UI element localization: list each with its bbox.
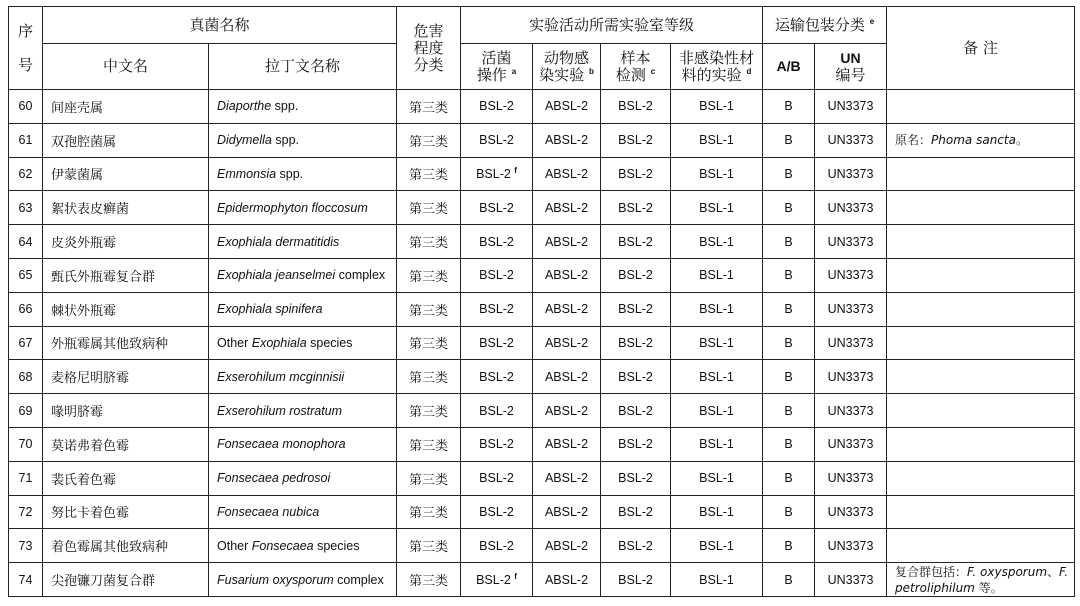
live-op-level xyxy=(461,394,533,428)
row-number: 67 xyxy=(9,326,43,360)
hazard-class: 第三类 xyxy=(397,360,461,394)
footnote-marker: f xyxy=(514,165,517,175)
footnote-marker: f xyxy=(514,571,517,581)
chinese-name: 着色霉属其他致病种 xyxy=(43,529,209,563)
remark-part: 等。 xyxy=(974,580,1003,595)
latin-name-part: Exophiala jeanselmei xyxy=(217,268,336,283)
sample-level: BSL-2 xyxy=(601,427,671,461)
chinese-name: 絮状表皮癣菌 xyxy=(43,191,209,225)
remark-part: Phoma sancta xyxy=(931,133,1016,148)
latin-name-part: Fusarium oxysporum xyxy=(217,572,334,587)
un-number: UN3373 xyxy=(815,427,887,461)
un-number: UN3373 xyxy=(815,191,887,225)
table-body xyxy=(9,90,1075,597)
ab-class: B xyxy=(763,258,815,292)
remark-part: 、 xyxy=(1047,564,1060,579)
live-op-value: BSL-2 xyxy=(476,572,511,587)
table-row xyxy=(9,157,1075,191)
latin-name-part: spp. xyxy=(271,133,299,148)
latin-name-part: complex xyxy=(333,572,384,587)
chinese-name: 喙明脐霉 xyxy=(43,394,209,428)
latin-name xyxy=(209,529,397,563)
live-op-level xyxy=(461,461,533,495)
latin-name xyxy=(209,191,397,225)
noninfect-level: BSL-1 xyxy=(671,292,763,326)
latin-name-part: Emmonsia xyxy=(217,166,277,181)
table-row xyxy=(9,427,1075,461)
remark-part: F. oxysporum xyxy=(967,564,1048,579)
remark-part: F. petroliphilum xyxy=(895,564,1069,595)
hazard-class: 第三类 xyxy=(397,495,461,529)
noninfect-level: BSL-1 xyxy=(671,427,763,461)
un-number: UN3373 xyxy=(815,461,887,495)
un-number: UN3373 xyxy=(815,360,887,394)
live-op-header: 活菌 操作 $^a$ xyxy=(461,44,533,90)
table-row xyxy=(9,225,1075,259)
hazard-class: 第三类 xyxy=(397,563,461,597)
latin-name-part: Didymella xyxy=(217,133,272,148)
row-number: 64 xyxy=(9,225,43,259)
row-number: 68 xyxy=(9,360,43,394)
latin-name-part: species xyxy=(306,335,353,350)
animal-level: ABSL-2 xyxy=(533,326,601,360)
live-op-level xyxy=(461,360,533,394)
remark xyxy=(887,529,1075,563)
latin-name xyxy=(209,461,397,495)
un-number: UN3373 xyxy=(815,157,887,191)
live-op-value: BSL-2 xyxy=(479,133,514,148)
chinese-name-header: 中文名 xyxy=(43,44,209,90)
remark xyxy=(887,90,1075,124)
live-op-level xyxy=(461,157,533,191)
sample-level: BSL-2 xyxy=(601,394,671,428)
sample-level: BSL-2 xyxy=(601,529,671,563)
live-op-level xyxy=(461,563,533,597)
remark xyxy=(887,292,1075,326)
latin-name-part: complex xyxy=(335,268,386,283)
noninfect-level: BSL-1 xyxy=(671,529,763,563)
noninfect-level: BSL-1 xyxy=(671,360,763,394)
un-header: UN 编号 xyxy=(815,44,887,90)
latin-name-part: Other xyxy=(217,335,252,350)
ab-class: B xyxy=(763,495,815,529)
latin-name-part: Epidermophyton floccosum xyxy=(217,200,368,215)
chinese-name: 伊蒙菌属 xyxy=(43,157,209,191)
un-number: UN3373 xyxy=(815,394,887,428)
noninfect-header: 非感染性材 料的实验 $^d$ xyxy=(671,44,763,90)
ab-class: B xyxy=(763,563,815,597)
table-row xyxy=(9,191,1075,225)
chinese-name: 外瓶霉属其他致病种 xyxy=(43,326,209,360)
hazard-header: 危害 程度 分类 xyxy=(397,7,461,90)
seq-header: 序 号 xyxy=(9,7,43,90)
sample-level: BSL-2 xyxy=(601,563,671,597)
live-op-level xyxy=(461,427,533,461)
un-number: UN3373 xyxy=(815,563,887,597)
animal-level: ABSL-2 xyxy=(533,258,601,292)
sample-level: BSL-2 xyxy=(601,360,671,394)
remark xyxy=(887,191,1075,225)
animal-level: ABSL-2 xyxy=(533,123,601,157)
ab-class: B xyxy=(763,360,815,394)
latin-name xyxy=(209,225,397,259)
live-op-value: BSL-2 xyxy=(479,369,514,384)
latin-name xyxy=(209,90,397,124)
latin-name-part: Exophiala dermatitidis xyxy=(217,234,340,249)
latin-name xyxy=(209,427,397,461)
hazard-class: 第三类 xyxy=(397,258,461,292)
table-row xyxy=(9,292,1075,326)
live-op-value: BSL-2 xyxy=(479,234,514,249)
live-op-value: BSL-2 xyxy=(476,166,511,181)
hazard-class: 第三类 xyxy=(397,90,461,124)
remark xyxy=(887,225,1075,259)
hazard-class: 第三类 xyxy=(397,225,461,259)
remark xyxy=(887,258,1075,292)
live-op-level xyxy=(461,292,533,326)
un-number: UN3373 xyxy=(815,258,887,292)
live-op-value: BSL-2 xyxy=(479,302,514,317)
remark xyxy=(887,563,1075,597)
live-op-value: BSL-2 xyxy=(479,471,514,486)
table-row xyxy=(9,563,1075,597)
remark xyxy=(887,360,1075,394)
ab-class: B xyxy=(763,529,815,563)
latin-name-part: Exserohilum mcginnisii xyxy=(217,369,345,384)
chinese-name: 莫诺弗着色霉 xyxy=(43,427,209,461)
table-row xyxy=(9,326,1075,360)
latin-name xyxy=(209,123,397,157)
lab-level-header: 实验活动所需实验室等级 xyxy=(461,7,763,44)
table-row xyxy=(9,529,1075,563)
un-number: UN3373 xyxy=(815,495,887,529)
latin-name-part: Exophiala xyxy=(251,335,307,350)
sample-level: BSL-2 xyxy=(601,461,671,495)
table-row xyxy=(9,123,1075,157)
un-number: UN3373 xyxy=(815,326,887,360)
table-row xyxy=(9,90,1075,124)
live-op-level xyxy=(461,191,533,225)
remark xyxy=(887,157,1075,191)
chinese-name: 尖孢镰刀菌复合群 xyxy=(43,563,209,597)
fungus-name-header: 真菌名称 xyxy=(43,7,397,44)
hazard-class: 第三类 xyxy=(397,157,461,191)
row-number: 66 xyxy=(9,292,43,326)
live-op-level xyxy=(461,326,533,360)
latin-name xyxy=(209,326,397,360)
row-number: 60 xyxy=(9,90,43,124)
noninfect-level: BSL-1 xyxy=(671,394,763,428)
latin-name xyxy=(209,292,397,326)
hazard-class: 第三类 xyxy=(397,326,461,360)
noninfect-level: BSL-1 xyxy=(671,258,763,292)
table-row xyxy=(9,394,1075,428)
remark xyxy=(887,495,1075,529)
sample-level: BSL-2 xyxy=(601,326,671,360)
noninfect-level: BSL-1 xyxy=(671,225,763,259)
noninfect-level: BSL-1 xyxy=(671,90,763,124)
remark-part: 。 xyxy=(1015,133,1028,148)
chinese-name: 麦格尼明脐霉 xyxy=(43,360,209,394)
hazard-class: 第三类 xyxy=(397,191,461,225)
row-number: 63 xyxy=(9,191,43,225)
row-number: 70 xyxy=(9,427,43,461)
sample-header: 样本 检测 $^c$ xyxy=(601,44,671,90)
latin-name-part: species xyxy=(313,538,360,553)
latin-name xyxy=(209,360,397,394)
ab-class: B xyxy=(763,123,815,157)
latin-name-part: Other xyxy=(217,538,252,553)
animal-level: ABSL-2 xyxy=(533,225,601,259)
ab-class: B xyxy=(763,90,815,124)
hazard-class: 第三类 xyxy=(397,292,461,326)
remark xyxy=(887,326,1075,360)
latin-name-part: Fonsecaea monophora xyxy=(217,437,346,452)
hazard-class: 第三类 xyxy=(397,427,461,461)
latin-name-part: Diaporthe xyxy=(217,99,272,114)
row-number: 71 xyxy=(9,461,43,495)
latin-name-part: spp. xyxy=(271,99,299,114)
row-number: 74 xyxy=(9,563,43,597)
latin-name-part: Fonsecaea xyxy=(251,538,314,553)
un-number: UN3373 xyxy=(815,292,887,326)
hazard-class: 第三类 xyxy=(397,529,461,563)
animal-level: ABSL-2 xyxy=(533,292,601,326)
animal-level: ABSL-2 xyxy=(533,427,601,461)
latin-name xyxy=(209,563,397,597)
chinese-name: 裴氏着色霉 xyxy=(43,461,209,495)
row-number: 62 xyxy=(9,157,43,191)
sample-level: BSL-2 xyxy=(601,292,671,326)
remark-part: 原名： xyxy=(895,133,932,148)
latin-name-header: 拉丁文名称 xyxy=(209,44,397,90)
noninfect-level: BSL-1 xyxy=(671,157,763,191)
row-number: 69 xyxy=(9,394,43,428)
chinese-name: 努比卡着色霉 xyxy=(43,495,209,529)
chinese-name: 皮炎外瓶霉 xyxy=(43,225,209,259)
live-op-level xyxy=(461,123,533,157)
live-op-level xyxy=(461,225,533,259)
noninfect-level: BSL-1 xyxy=(671,326,763,360)
live-op-value: BSL-2 xyxy=(479,99,514,114)
hazard-class: 第三类 xyxy=(397,394,461,428)
row-number: 73 xyxy=(9,529,43,563)
live-op-level xyxy=(461,90,533,124)
animal-level: ABSL-2 xyxy=(533,157,601,191)
live-op-value: BSL-2 xyxy=(479,403,514,418)
animal-level: ABSL-2 xyxy=(533,461,601,495)
ab-header: A/B xyxy=(763,44,815,90)
noninfect-level: BSL-1 xyxy=(671,495,763,529)
table-row xyxy=(9,258,1075,292)
chinese-name: 间座壳属 xyxy=(43,90,209,124)
chinese-name: 双孢腔菌属 xyxy=(43,123,209,157)
remark-part: 复合群包括： xyxy=(895,564,968,579)
ab-class: B xyxy=(763,225,815,259)
animal-level: ABSL-2 xyxy=(533,360,601,394)
live-op-value: BSL-2 xyxy=(479,200,514,215)
un-number: UN3373 xyxy=(815,529,887,563)
live-op-value: BSL-2 xyxy=(479,538,514,553)
chinese-name: 甄氏外瓶霉复合群 xyxy=(43,258,209,292)
ab-class: B xyxy=(763,191,815,225)
sample-level: BSL-2 xyxy=(601,191,671,225)
animal-level: ABSL-2 xyxy=(533,394,601,428)
row-number: 61 xyxy=(9,123,43,157)
hazard-class: 第三类 xyxy=(397,461,461,495)
latin-name xyxy=(209,394,397,428)
live-op-value: BSL-2 xyxy=(479,504,514,519)
ab-class: B xyxy=(763,461,815,495)
latin-name xyxy=(209,258,397,292)
un-number: UN3373 xyxy=(815,123,887,157)
sample-level: BSL-2 xyxy=(601,123,671,157)
noninfect-level: BSL-1 xyxy=(671,563,763,597)
remark-header: 备 注 xyxy=(887,7,1075,90)
table-row xyxy=(9,461,1075,495)
ab-class: B xyxy=(763,394,815,428)
sample-level: BSL-2 xyxy=(601,258,671,292)
live-op-value: BSL-2 xyxy=(479,268,514,283)
animal-level: ABSL-2 xyxy=(533,191,601,225)
latin-name-part: Exserohilum rostratum xyxy=(217,403,343,418)
row-number: 65 xyxy=(9,258,43,292)
latin-name-part: Exophiala spinifera xyxy=(217,302,323,317)
un-number: UN3373 xyxy=(815,90,887,124)
live-op-value: BSL-2 xyxy=(479,335,514,350)
latin-name xyxy=(209,157,397,191)
row-number: 72 xyxy=(9,495,43,529)
remark xyxy=(887,427,1075,461)
animal-level: ABSL-2 xyxy=(533,529,601,563)
table-header xyxy=(9,7,1075,90)
latin-name xyxy=(209,495,397,529)
latin-name-part: spp. xyxy=(276,166,304,181)
animal-level: ABSL-2 xyxy=(533,495,601,529)
transport-header: 运输包装分类 $^e$ xyxy=(763,7,887,44)
live-op-value: BSL-2 xyxy=(479,437,514,452)
table-row xyxy=(9,360,1075,394)
remark xyxy=(887,123,1075,157)
noninfect-level: BSL-1 xyxy=(671,461,763,495)
sample-level: BSL-2 xyxy=(601,495,671,529)
live-op-level xyxy=(461,495,533,529)
noninfect-level: BSL-1 xyxy=(671,123,763,157)
hazard-class: 第三类 xyxy=(397,123,461,157)
sample-level: BSL-2 xyxy=(601,157,671,191)
ab-class: B xyxy=(763,157,815,191)
fungi-table xyxy=(8,6,1075,597)
live-op-level xyxy=(461,529,533,563)
table-row xyxy=(9,495,1075,529)
animal-level: ABSL-2 xyxy=(533,563,601,597)
animal-level: ABSL-2 xyxy=(533,90,601,124)
remark xyxy=(887,394,1075,428)
remark xyxy=(887,461,1075,495)
live-op-level xyxy=(461,258,533,292)
sample-level: BSL-2 xyxy=(601,225,671,259)
animal-header: 动物感 染实验 $^b$ xyxy=(533,44,601,90)
ab-class: B xyxy=(763,292,815,326)
noninfect-level: BSL-1 xyxy=(671,191,763,225)
latin-name-part: Fonsecaea nubica xyxy=(217,504,320,519)
sample-level: BSL-2 xyxy=(601,90,671,124)
latin-name-part: Fonsecaea pedrosoi xyxy=(217,471,331,486)
chinese-name: 棘状外瓶霉 xyxy=(43,292,209,326)
ab-class: B xyxy=(763,427,815,461)
ab-class: B xyxy=(763,326,815,360)
un-number: UN3373 xyxy=(815,225,887,259)
